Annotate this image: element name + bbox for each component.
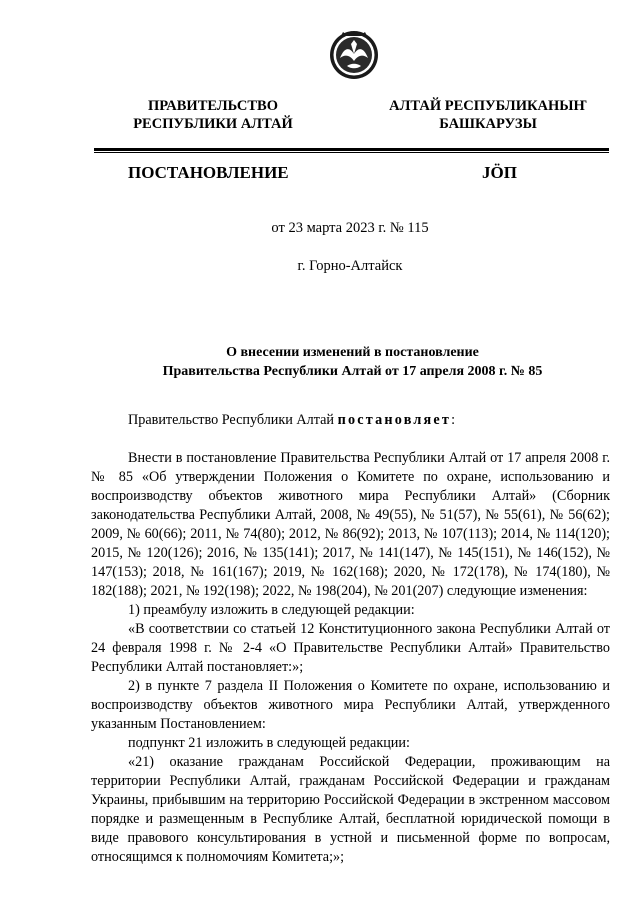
paragraph-subitem-21-text: «21) оказание гражданам Российской Федерации, проживающим на территории Республики Алтай, гражданам Российской Федерации и гражданам Украины, прибывшим на территорию Российской Федерации в экстренном массовом порядке и размещенным в Республике Алтай, бесплатной юридической помощи в виде правового консультирования в устной и письменной форме по вопросам, относящимся к полномочиям Комитета;»; — [91, 754, 610, 865]
lead-verb: постановляет — [337, 412, 452, 428]
paragraph-item-1: 1) преамбулу изложить в следующей редакции: — [128, 602, 415, 618]
paragraph-preamble: «В соответствии со статьей 12 Конституционного закона Республики Алтай от 24 февраля 1998 г. № 2-4 «О Правительстве Республики Алтай» Правительство Республики Алтай постановляет:»; — [91, 621, 610, 675]
header-divider-thick — [94, 148, 609, 151]
header-right — [378, 97, 598, 133]
paragraph-subitem-21: подпункт 21 изложить в следующей редакции: — [128, 735, 410, 751]
document-body — [91, 411, 610, 867]
lead-suffix: : — [451, 412, 456, 428]
title-line2: Правительства Республики Алтай от 17 апреля 2008 г. № 85 — [162, 364, 543, 379]
lead-prefix: Правительство Республики Алтай — [128, 412, 338, 428]
header-divider-thin — [94, 152, 609, 153]
doc-type-alt: JӦП — [482, 163, 517, 182]
paragraph-amendments: Внести в постановление Правительства Республики Алтай от 17 апреля 2008 г. № 85 «Об утверждении Положения о Комитете по охране, использованию и воспроизводству объектов животного мира Республики Алтай» (Сборник законодательства Республики Алтай, 2008, № 49(55), № 51(57), № 55(61), № 56(62); 2009, № 60(66); 2011, № 74(80); 2012, № 86(92); 2013, № 107(113); 2014, № 114(120); 2015, № 120(126); 2016, № 135(141); 2017, № 141(147), № 145(151), № 146(152), № 147(153); 2018, № 161(167); 2019, № 162(168); 2020, № 172(178), № 174(180), № 182(188); 2021, № 192(198); 2022, № 198(204), № 201(207) следующие изменения: — [91, 450, 610, 599]
header-left — [103, 97, 323, 133]
header-left-line1: ПРАВИТЕЛЬСТВО — [148, 98, 278, 114]
header-left-line2: РЕСПУБЛИКИ АЛТАЙ — [133, 116, 293, 132]
paragraph-item-2: 2) в пункте 7 раздела II Положения о Комитете по охране, использованию и воспроизводству объектов животного мира Республики Алтай, утвержденного указанным Постановлением: — [91, 678, 610, 732]
title-line1: О внесении изменений в постановление — [226, 345, 479, 360]
header-right-line2: БАШКАРУЗЫ — [439, 116, 537, 132]
doc-type-ru: ПОСТАНОВЛЕНИЕ — [128, 163, 289, 182]
document-title — [0, 343, 640, 381]
resolution-lead — [91, 411, 610, 430]
header-right-line1: АЛТАЙ РЕСПУБЛИКАНЫҤ — [389, 98, 587, 114]
date-number: от 23 марта 2023 г. № 115 — [271, 220, 429, 236]
city: г. Горно-Алтайск — [297, 258, 403, 274]
coat-of-arms-icon — [329, 28, 379, 82]
